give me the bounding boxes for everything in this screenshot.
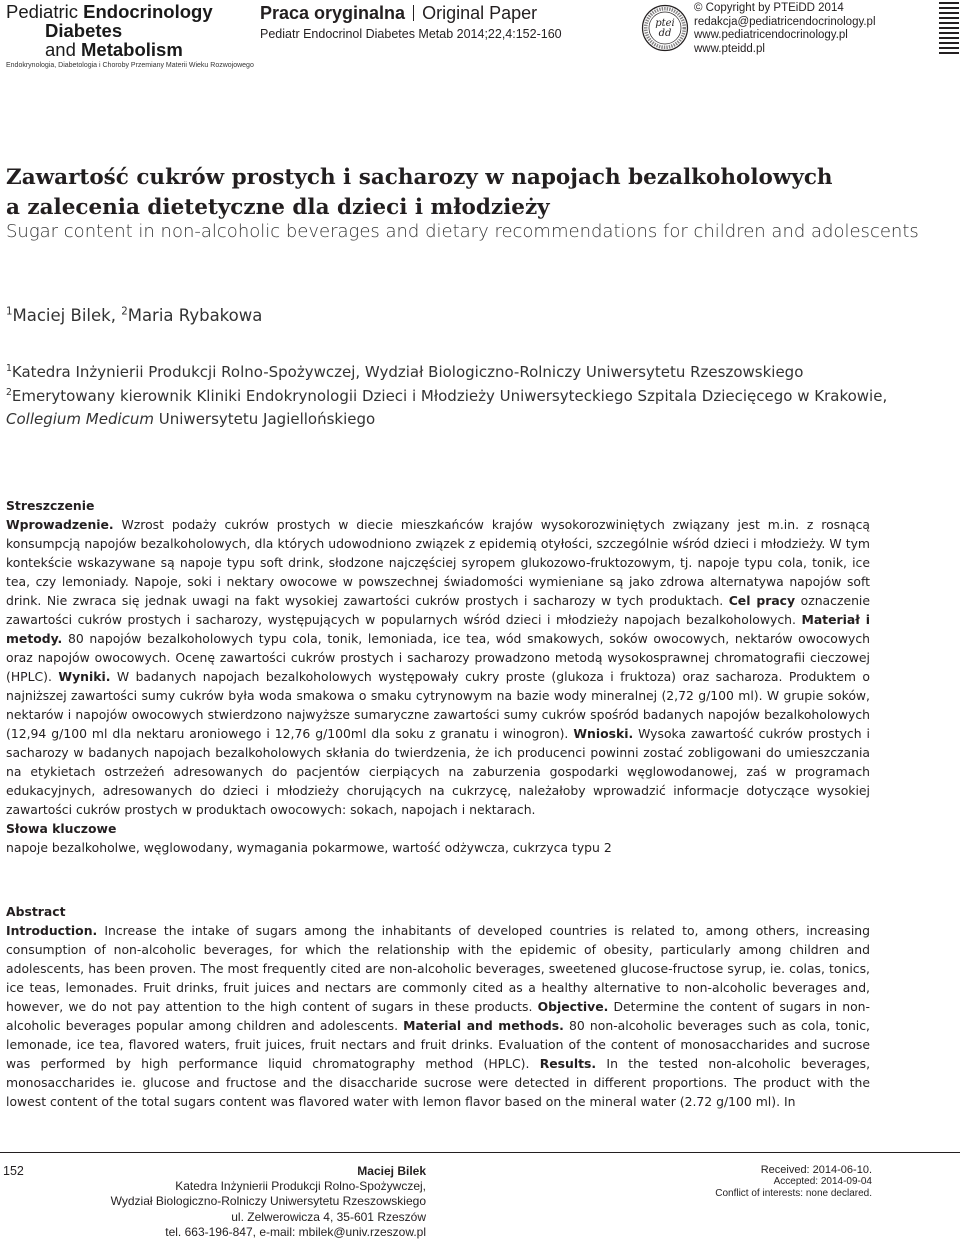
author-2: Maria Rybakowa <box>127 306 263 325</box>
website-link-1[interactable]: www.pediatricendocrinology.pl <box>694 29 848 41</box>
article-title-en: Sugar content in non-alcoholic beverages and dietary recommendations for children and adolescents <box>6 221 919 242</box>
footer-rule <box>0 1152 960 1153</box>
keywords-heading: Słowa kluczowe <box>6 821 117 836</box>
corresponding-author: Maciej Bilek <box>357 1164 426 1178</box>
author-1: Maciej Bilek, <box>12 306 122 325</box>
contact-line: tel. 663-196-847, e-mail: mbilek@univ.rzeszow.pl <box>165 1224 426 1239</box>
page-number: 152 <box>3 1164 24 1178</box>
journal-name <box>6 2 254 70</box>
svg-text:dd: dd <box>658 28 672 39</box>
received-date: Received: 2014-06-10. <box>760 1164 872 1176</box>
affiliation-2-italic: Collegium Medicum <box>6 410 155 428</box>
article-title-pl <box>6 163 946 223</box>
copyright: © Copyright by PTEiDD 2014 <box>694 2 844 14</box>
affiliations <box>6 361 926 432</box>
journal-line2: Diabetes <box>45 20 123 41</box>
abstract-polish <box>6 496 870 857</box>
paper-type-divider <box>413 5 414 21</box>
abstract-english <box>6 902 870 1111</box>
author2-affiliation-mark: 2 <box>121 306 128 318</box>
journal-line3-a: and <box>45 39 82 60</box>
affiliation-1: $^1$Katedra Inżynierii Produkcji Rolno-Spożywczej, Wydział Biologiczno-Rolniczy Uniwersytetu Rzeszowskiego <box>6 363 804 381</box>
authors <box>6 304 262 328</box>
correspondence-address: Maciej Bilek Katedra Inżynierii Produkcji Rolno-Spożywczej, Wydział Biologiczno-Rolniczy Uniwersytetu Rzeszowskiego ul. Zelwerowicza 4, 35-601 Rzeszów tel. 663-196-847, e-mail: mbilek@univ.rzeszow.pl <box>90 1164 426 1239</box>
abstract-en-heading: Abstract <box>6 904 66 919</box>
affiliation-2: $^2$Emerytowany kierownik Kliniki Endokrynologii Dzieci i Młodzieży Uniwersyteckiego Szpitala Dziecięcego w Krakowie, Collegium Medicum Uniwersytetu Jagiellońskiego <box>6 386 888 428</box>
paper-type <box>260 3 562 42</box>
journal-line3-b: Metabolism <box>81 39 183 60</box>
conflict-statement: Conflict of interests: none declared. <box>715 1188 872 1199</box>
accepted-date: Accepted: 2014-09-04 <box>773 1176 872 1187</box>
journal-subtitle: Endokrynologia, Diabetologia i Choroby Przemiany Materii Wieku Rozwojowego <box>6 62 254 69</box>
journal-line1-a: Pediatric <box>6 1 84 22</box>
society-seal-icon <box>641 4 689 52</box>
abstract-pl-body: Wprowadzenie. Wzrost podaży cukrów prostych w diecie mieszkańców krajów wysokorozwiniętych związany jest m.in. z rosnącą konsumpcją napojów bezalkoholowych, dla których udowodniono związek z epidemią otyłości, szczególnie wśród dzieci i młodzieży. W tym kontekście wskazywane są napoje typu soft drink, słodzone najczęściej syropem glukozowo-fruktozowym, tj. napoje typu cola, tonik, ice tea, czy lemoniady. Napoje, soki i nektary owocowe w powszechnej świadomości wymieniane są jako zdrowa alternatywa napojów soft drink. Nie zwraca się jednak uwagi na fakt wysokiej zawartości cukrów prostych i sacharozy w tych produktach. Cel pracy oznaczenie zawartości cukrów prostych i sacharozy, występujących w popularnych wśród dzieci i młodzieży napojach bezalkoholowych. Materiał i metody. 80 napojów bezalkoholowych typu cola, tonik, lemoniada, ice tea, wód smakowych, soków owocowych, nektarów owocowych oraz napojów owocowych. Ocenę zawartości cukrów prostych i sacharozy prowadzono metodą wysokosprawnej chromatografii cieczowej (HPLC). Wyniki. W badanych napojach bezalkoholowych występowały cukry proste (glukoza i fruktoza) oraz sacharoza. Produktem o najniższej zawartości sumy cukrów była woda smakowa o smaku cytrynowym na bazie wody mineralnej (2,72 g/100 ml). W grupie soków, nektarów i napojów owocowych stwierdzono najwyższe sumaryczne zawartości sumy cukrów spośród badanych napojów bezalkoholowych (12,94 g/100 ml dla nektaru aroniowego i 12,76 g/100ml dla soku z granatu i winogron). Wnioski. Wysoka zawartość cukrów prostych i sacharozy w badanych napojach bezalkoholowych skłania do twierdzenia, że ich producenci powinni zostać zobligowani do umieszczania na etykietach ostrzeżeń adresowanych do pacjentów cierpiących na zaburzenia gospodarki węglowodanowej, zaś w programach edukacyjnych, adresowanych do dzieci i młodzieży chorujących na cukrzycę, należałoby wprowadzić informacje dotyczące wysokiej zawartości cukrów prostych w produktach owocowych: sokach, napojach i nektarach. <box>6 517 870 817</box>
citation: Pediatr Endocrinol Diabetes Metab 2014;22,4:152-160 <box>260 27 562 41</box>
journal-line1-b: Endocrinology <box>83 1 213 22</box>
abstract-pl-heading: Streszczenie <box>6 498 95 513</box>
copyright-block <box>694 2 876 56</box>
author1-affiliation-mark: 1 <box>6 306 13 318</box>
page-footer <box>0 1152 960 1239</box>
title-pl-line1: Zawartość cukrów prostych i sacharozy w napojach bezalkoholowych <box>6 165 833 190</box>
page-header <box>0 0 960 70</box>
margin-ornament-icon <box>938 0 960 62</box>
article-dates <box>715 1164 872 1200</box>
website-link-2[interactable]: www.pteidd.pl <box>694 42 765 55</box>
paper-type-en: Original Paper <box>422 3 538 23</box>
keywords: napoje bezalkoholwe, węglowodany, wymagania pokarmowe, wartość odżywcza, cukrzyca typu 2 <box>6 840 612 855</box>
svg-text:ptei: ptei <box>655 18 675 29</box>
title-pl-line2: a zalecenia dietetyczne dla dzieci i młodzieży <box>6 195 550 220</box>
abstract-en-body: Introduction. Increase the intake of sugars among the inhabitants of developed countries is related to, among others, increasing consumption of non-alcoholic beverages, for which the relationship with the epidemic of obesity, particularly among children and adolescents, has been proven. The most frequently cited are non-alcoholic beverages, sweetened glucose-fructose syrup, ie. colas, tonics, ice teas, lemonades. Fruit drinks, fruit juices and nectars are commonly cited as a healthy alternative to non-alcoholic beverages and, however, we do not pay attention to the high content of sugars in these products. Objective. Determine the content of sugars in non-alcoholic beverages popular among children and adolescents. Material and methods. 80 non-alcoholic beverages such as cola, tonic, lemonade, ice tea, flavored waters, fruit juices, fruit nectars and fruit drinks. Evaluation of the content of monosaccharides and sucrose was performed by high performance liquid chromatography method (HPLC). Results. In the tested non-alcoholic beverages, monosaccharides ie. glucose and fructose and the disaccharide sucrose were detected in different proportions. The product with the lowest content of the total sugars content was flavored water with lemon flavor based on the mineral water (2.72 g/100 ml). In <box>6 923 871 1109</box>
editorial-email[interactable]: redakcja@pediatricendocrinology.pl <box>694 15 876 28</box>
paper-type-pl: Praca oryginalna <box>260 3 406 23</box>
